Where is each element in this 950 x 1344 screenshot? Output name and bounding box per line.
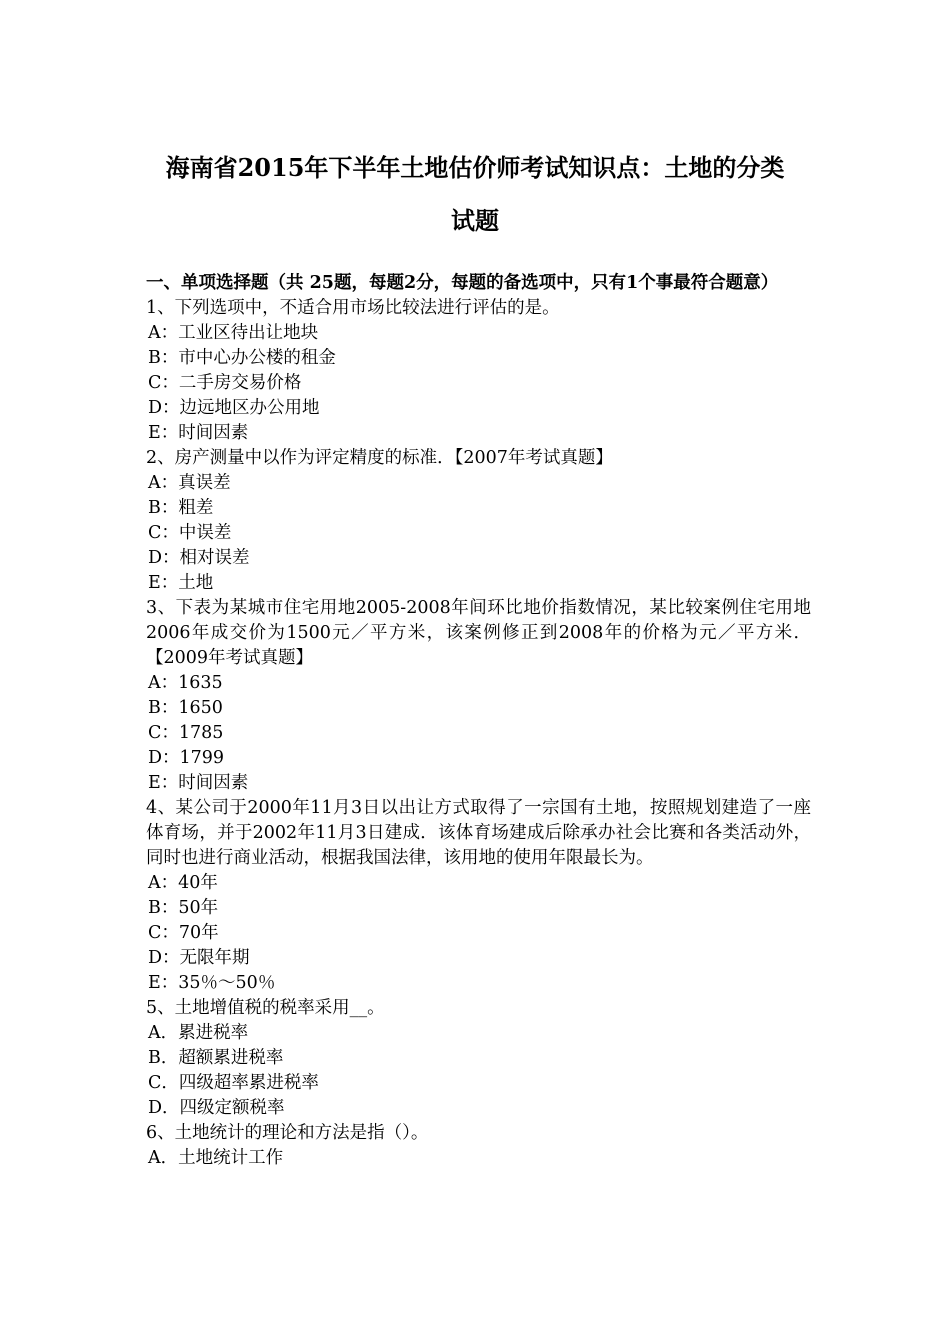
option-text: 1785: [178, 723, 224, 743]
option-label: A：: [148, 473, 179, 493]
option-text: 累进税率: [178, 1023, 249, 1043]
option-label: E：: [148, 423, 179, 443]
answer-option: [146, 1096, 811, 1121]
answer-option: [146, 871, 811, 896]
option-text: 40年: [178, 873, 218, 893]
option-text: 70年: [178, 923, 219, 943]
option-label: E：: [148, 773, 179, 793]
option-label: B：: [148, 698, 179, 718]
option-label: A．: [148, 1023, 179, 1043]
option-label: B：: [148, 898, 179, 918]
option-text: 1799: [179, 748, 225, 768]
option-text: 无限年期: [179, 948, 250, 968]
answer-option: [146, 771, 811, 796]
option-text: 时间因素: [178, 423, 249, 443]
question-block: [146, 1121, 811, 1171]
answer-option: [146, 1146, 811, 1171]
answer-option: [146, 896, 811, 921]
question-list: [146, 296, 811, 1171]
option-label: B．: [148, 1048, 179, 1068]
option-label: E：: [148, 973, 179, 993]
option-label: C：: [148, 923, 179, 943]
question-block: [146, 596, 811, 796]
option-label: A：: [148, 673, 179, 693]
option-text: 边远地区办公用地: [179, 398, 320, 418]
option-text: 超额累进税率: [178, 1048, 284, 1068]
answer-option: [146, 496, 811, 521]
option-label: A：: [148, 873, 179, 893]
option-text: 中误差: [178, 523, 232, 543]
option-text: 市中心办公楼的租金: [178, 348, 336, 368]
answer-option: [146, 696, 811, 721]
answer-option: [146, 471, 811, 496]
option-label: B：: [148, 348, 179, 368]
question-block: [146, 296, 811, 446]
answer-option: [146, 371, 811, 396]
option-text: 四级超率累进税率: [178, 1073, 319, 1093]
option-text: 工业区待出让地块: [178, 323, 319, 343]
option-text: 1635: [178, 673, 223, 693]
answer-option: [146, 671, 811, 696]
answer-option: [146, 721, 811, 746]
option-text: 土地: [178, 573, 214, 593]
answer-option: [146, 1046, 811, 1071]
question-stem: 1、下列选项中，不适合用市场比较法进行评估的是。: [146, 298, 560, 318]
question-stem: 2、房产测量中以作为评定精度的标准．【2007年考试真题】: [146, 448, 613, 468]
option-text: 真误差: [178, 473, 231, 493]
option-label: D．: [148, 1098, 180, 1118]
option-text: 二手房交易价格: [178, 373, 302, 393]
option-label: D：: [148, 548, 180, 568]
answer-option: [146, 746, 811, 771]
option-label: C：: [148, 523, 179, 543]
answer-option: [146, 571, 811, 596]
answer-option: [146, 396, 811, 421]
section-heading: 一、单项选择题（共 25题，每题2分，每题的备选项中，只有1个事最符合题意）: [146, 273, 779, 293]
option-label: A．: [148, 1148, 179, 1168]
option-label: A：: [148, 323, 179, 343]
answer-option: [146, 346, 811, 371]
answer-option: [146, 321, 811, 346]
option-label: D：: [148, 948, 180, 968]
option-label: D：: [148, 398, 180, 418]
question-block: [146, 446, 811, 596]
question-stem: 5、土地增值税的税率采用__。: [146, 998, 385, 1018]
question-block: [146, 996, 811, 1121]
option-text: 50年: [178, 898, 219, 918]
option-label: C：: [148, 723, 179, 743]
answer-option: [146, 521, 811, 546]
answer-option: [146, 1021, 811, 1046]
answer-option: [146, 971, 811, 996]
question-stem: 3、下表为某城市住宅用地2005-2008年间环比地价指数情况，某比较案例住宅用地2006年成交价为1500元／平方米，该案例修正到2008年的价格为元／平方米．【2009年考试真题】: [146, 598, 811, 668]
question-block: [146, 796, 811, 996]
answer-option: [146, 546, 811, 571]
question-stem: 6、土地统计的理论和方法是指（）。: [146, 1123, 429, 1143]
option-label: C．: [148, 1073, 179, 1093]
document-title-line1: 海南省2015年下半年土地估价师考试知识点：土地的分类: [165, 153, 785, 182]
option-label: C：: [148, 373, 179, 393]
option-text: 时间因素: [178, 773, 249, 793]
option-text: 35％～50％: [178, 973, 276, 993]
document-title-line2: 试题: [451, 206, 499, 235]
option-text: 1650: [178, 698, 223, 718]
answer-option: [146, 1071, 811, 1096]
option-text: 四级定额税率: [179, 1098, 285, 1118]
answer-option: [146, 421, 811, 446]
option-label: E：: [148, 573, 179, 593]
question-stem: 4、某公司于2000年11月3日以出让方式取得了一宗国有土地，按照规划建造了一座体育场，并于2002年11月3日建成．该体育场建成后除承办社会比赛和各类活动外，同时也进行商业活动，根据我国法律，该用地的使用年限最长为。: [146, 798, 811, 868]
option-text: 土地统计工作: [178, 1148, 284, 1168]
answer-option: [146, 946, 811, 971]
option-label: D：: [148, 748, 180, 768]
option-text: 粗差: [178, 498, 214, 518]
answer-option: [146, 921, 811, 946]
document-body: [146, 271, 811, 1171]
option-label: B：: [148, 498, 179, 518]
option-text: 相对误差: [179, 548, 250, 568]
